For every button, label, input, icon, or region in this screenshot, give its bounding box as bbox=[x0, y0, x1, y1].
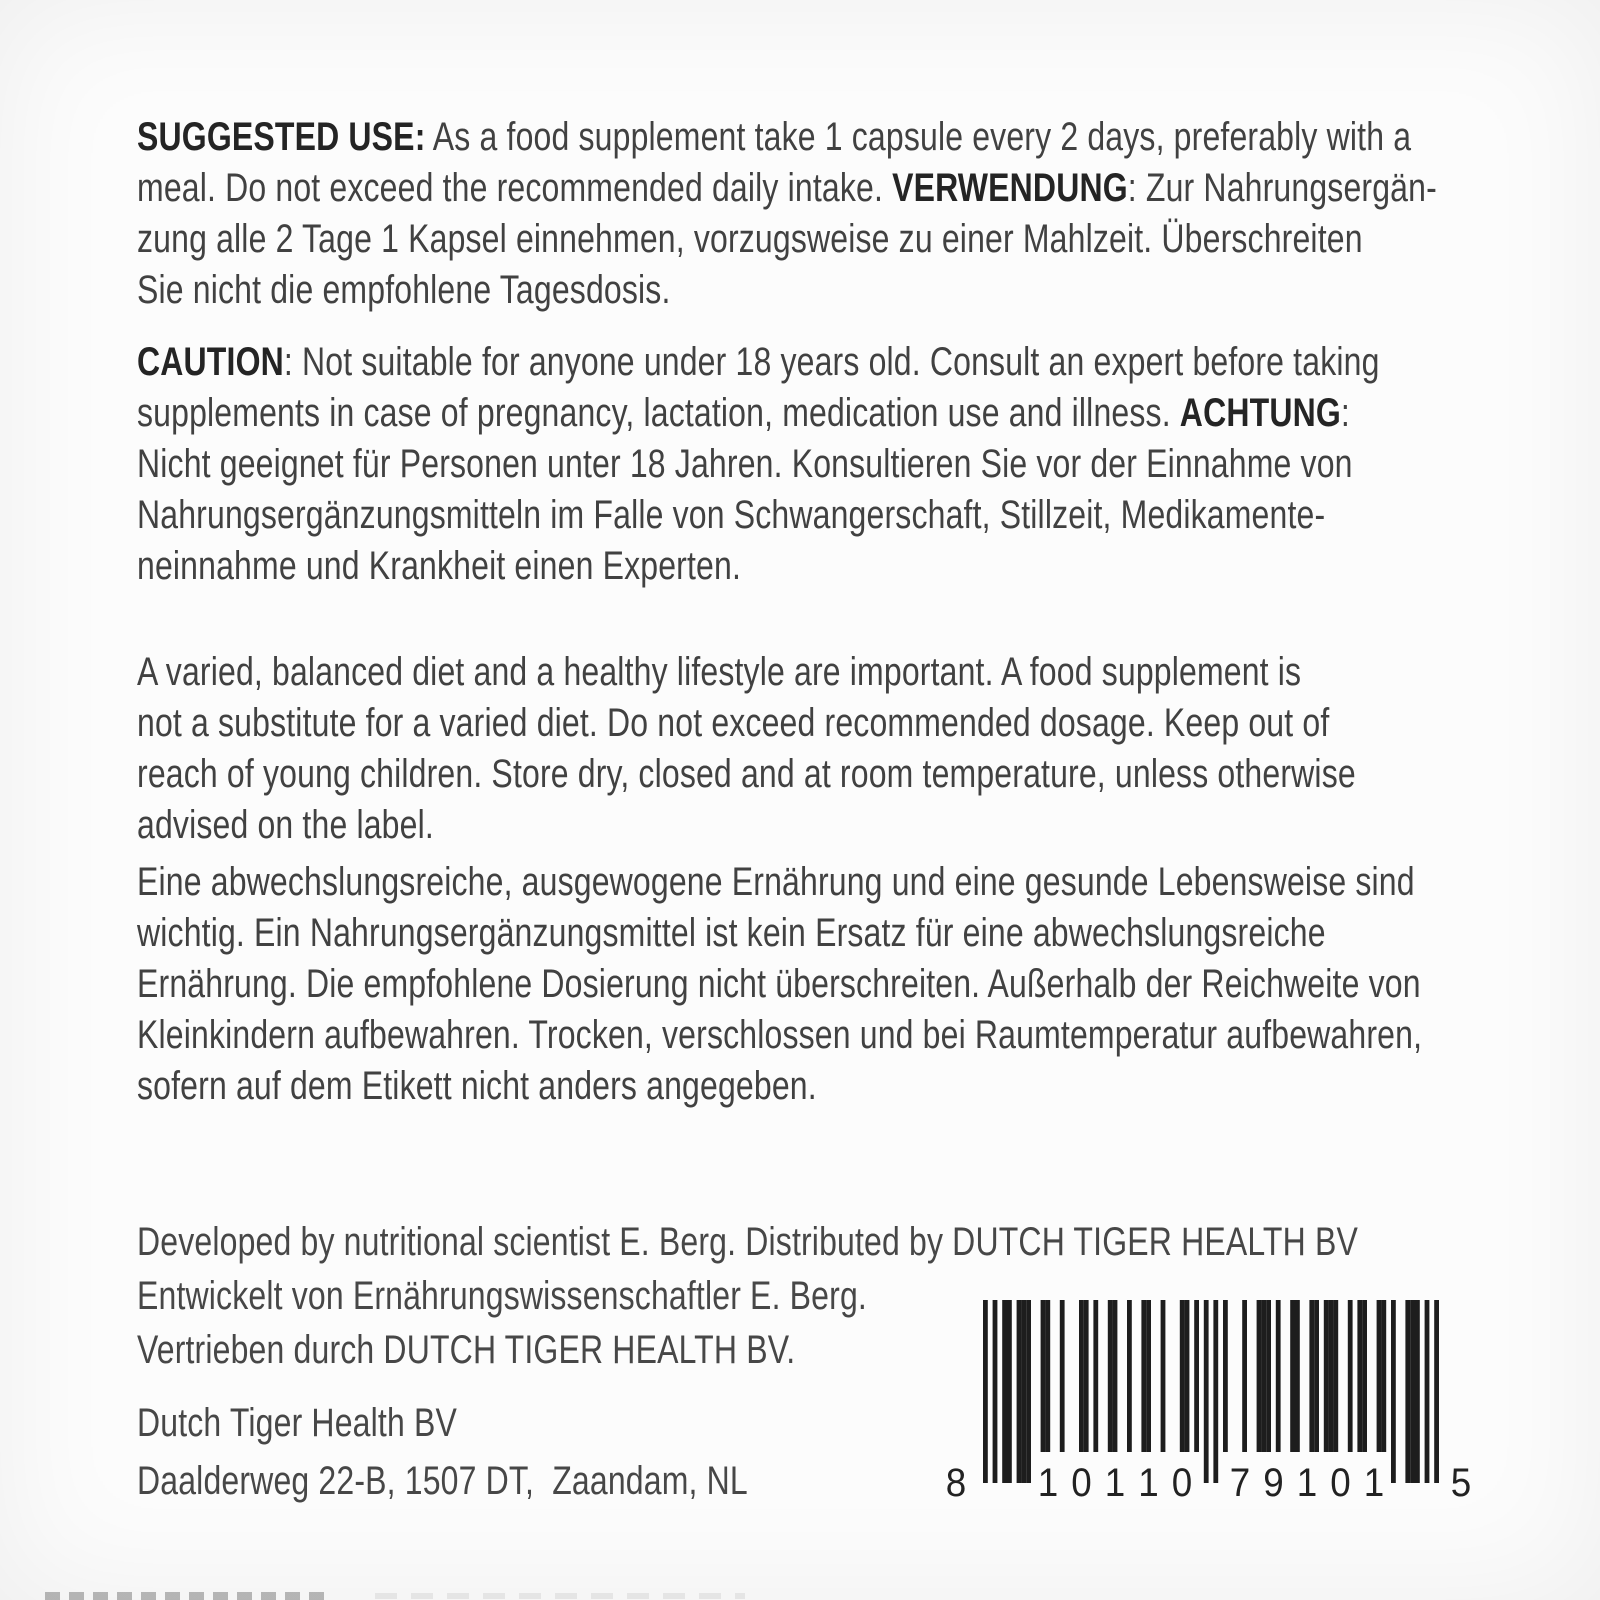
text-segment: neinnahme und Krankheit einen Experten. bbox=[137, 544, 741, 588]
barcode-bar bbox=[1266, 1300, 1271, 1452]
barcode-bar bbox=[1415, 1300, 1420, 1483]
barcode-bar bbox=[1084, 1300, 1089, 1452]
paragraph-suggested-use bbox=[137, 112, 1600, 316]
barcode-bar bbox=[1002, 1300, 1007, 1483]
paragraph-advice-en bbox=[137, 647, 1600, 851]
barcode-bar bbox=[1213, 1300, 1218, 1483]
text-segment: Dutch Tiger Health BV bbox=[137, 1401, 457, 1445]
barcode-digit: 1 bbox=[1138, 1461, 1159, 1505]
text-line bbox=[137, 112, 1412, 163]
barcode-bar bbox=[1079, 1300, 1084, 1452]
text-line bbox=[137, 388, 1350, 439]
text-segment: Ernährung. Die empfohlene Dosierung nicht überschreiten. Außerhalb der Reichweite von bbox=[137, 962, 1421, 1006]
text-segment: sofern auf dem Etikett nicht anders angegeben. bbox=[137, 1064, 817, 1108]
barcode-bar bbox=[1290, 1300, 1295, 1452]
text-segment: Kleinkindern aufbewahren. Trocken, verschlossen und bei Raumtemperatur aufbewahren, bbox=[137, 1013, 1423, 1057]
barcode-bar bbox=[1007, 1300, 1012, 1483]
barcode-bar bbox=[1357, 1300, 1362, 1452]
barcode-bar bbox=[1324, 1300, 1329, 1452]
text-segment: SUGGESTED USE: bbox=[137, 115, 426, 159]
barcode-bar bbox=[983, 1300, 988, 1483]
text-line bbox=[137, 959, 1421, 1010]
barcode-bar bbox=[1329, 1300, 1334, 1452]
text-segment: zung alle 2 Tage 1 Kapsel einnehmen, vorzugsweise zu einer Mahlzeit. Überschreiten bbox=[137, 217, 1363, 261]
barcode-bar bbox=[1295, 1300, 1300, 1452]
barcode-bar bbox=[1127, 1300, 1132, 1452]
text-segment: Nahrungsergänzungsmitteln im Falle von Schwangerschaft, Stillzeit, Medikamente- bbox=[137, 493, 1326, 537]
text-line bbox=[137, 1061, 1307, 1112]
text-line bbox=[137, 1010, 1423, 1061]
barcode-digit: 0 bbox=[1071, 1461, 1092, 1505]
barcode-digit-group-left bbox=[1037, 1461, 1193, 1505]
barcode-bar bbox=[993, 1300, 998, 1483]
text-line bbox=[137, 214, 1363, 265]
barcode-bar bbox=[1391, 1300, 1396, 1483]
barcode-bar bbox=[1261, 1300, 1266, 1452]
text-segment: Nicht geeignet für Personen unter 18 Jahren. Konsultieren Sie vor der Einnahme von bbox=[137, 442, 1353, 486]
barcode-bar bbox=[1194, 1300, 1199, 1452]
text-segment: Entwickelt von Ernährungswissenschaftler E. Berg. bbox=[137, 1274, 867, 1318]
text-segment: wichtig. Ein Nahrungsergänzungsmittel ist kein Ersatz für eine abwechslungsreiche bbox=[137, 911, 1326, 955]
barcode-digit-group-right bbox=[1229, 1461, 1385, 1505]
text-segment: : bbox=[1340, 391, 1350, 435]
barcode-digit-check: 5 bbox=[1450, 1461, 1472, 1505]
barcode-digit: 0 bbox=[1330, 1461, 1351, 1505]
barcode-digit: 1 bbox=[1363, 1461, 1385, 1505]
text-segment: advised on the label. bbox=[137, 803, 434, 847]
barcode-bar bbox=[1223, 1300, 1228, 1452]
text-line bbox=[137, 337, 1380, 388]
barcode-bar bbox=[1410, 1300, 1415, 1483]
barcode-digit: 1 bbox=[1296, 1461, 1318, 1505]
barcode-bar bbox=[1161, 1300, 1166, 1452]
barcode-bar bbox=[1141, 1300, 1146, 1452]
barcode-bar bbox=[1146, 1300, 1151, 1452]
barcode-bar bbox=[1276, 1300, 1281, 1452]
text-line bbox=[137, 857, 1415, 908]
barcode-bar bbox=[1093, 1300, 1098, 1452]
cut-off-print-sliver bbox=[45, 1592, 745, 1600]
text-line bbox=[137, 490, 1326, 541]
barcode-bars bbox=[983, 1300, 1439, 1483]
barcode-bar bbox=[1377, 1300, 1382, 1452]
barcode-bar bbox=[1060, 1300, 1065, 1452]
text-line bbox=[137, 1215, 1358, 1269]
barcode-bar bbox=[1425, 1300, 1430, 1483]
text-segment: not a substitute for a varied diet. Do not exceed recommended dosage. Keep out of bbox=[137, 701, 1330, 745]
barcode-bar bbox=[1405, 1300, 1410, 1483]
text-segment: Eine abwechslungsreiche, ausgewogene Ernährung und eine gesunde Lebensweise sind bbox=[137, 860, 1415, 904]
text-segment: VERWENDUNG bbox=[892, 166, 1128, 210]
text-segment: meal. Do not exceed the recommended daily intake. bbox=[137, 166, 893, 210]
cut-off-print-sliver-faint bbox=[375, 1593, 745, 1599]
barcode-bar bbox=[1257, 1300, 1262, 1452]
text-line bbox=[137, 698, 1330, 749]
barcode-bar bbox=[1041, 1300, 1046, 1452]
text-segment: Vertrieben durch DUTCH TIGER HEALTH BV. bbox=[137, 1328, 796, 1372]
barcode-bar bbox=[1362, 1300, 1367, 1452]
text-segment: A varied, balanced diet and a healthy lifestyle are important. A food supplement is bbox=[137, 650, 1302, 694]
barcode bbox=[938, 1300, 1483, 1505]
text-segment: ACHTUNG bbox=[1179, 391, 1341, 435]
text-line bbox=[137, 749, 1356, 800]
barcode-digit: 1 bbox=[1037, 1461, 1059, 1505]
barcode-digit: 7 bbox=[1229, 1461, 1251, 1505]
barcode-digit: 0 bbox=[1171, 1461, 1193, 1505]
text-segment: Sie nicht die empfohlene Tagesdosis. bbox=[137, 268, 671, 312]
barcode-digit: 9 bbox=[1263, 1461, 1284, 1505]
text-segment: supplements in case of pregnancy, lactation, medication use and illness. bbox=[137, 391, 1180, 435]
barcode-bar bbox=[1180, 1300, 1185, 1452]
barcode-bar bbox=[1026, 1300, 1031, 1483]
barcode-bar bbox=[1333, 1300, 1338, 1452]
barcode-bar bbox=[1021, 1300, 1026, 1483]
text-segment: : Not suitable for anyone under 18 years old. Consult an expert before taking bbox=[283, 340, 1380, 384]
text-line bbox=[137, 647, 1307, 698]
barcode-bar bbox=[1434, 1300, 1439, 1483]
barcode-bar bbox=[1113, 1300, 1118, 1452]
barcode-bar bbox=[1242, 1300, 1247, 1452]
barcode-bar bbox=[1381, 1300, 1386, 1452]
barcode-bar bbox=[1108, 1300, 1113, 1452]
text-segment: Daalderweg 22-B, 1507 DT, Zaandam, NL bbox=[137, 1459, 748, 1503]
text-segment: Developed by nutritional scientist E. Berg. Distributed by DUTCH TIGER HEALTH BV bbox=[137, 1220, 1358, 1264]
paragraph-advice-de bbox=[137, 857, 1600, 1112]
text-line bbox=[137, 163, 1437, 214]
text-line bbox=[137, 800, 1307, 851]
text-segment: reach of young children. Store dry, closed and at room temperature, unless otherwise bbox=[137, 752, 1356, 796]
barcode-bar bbox=[1314, 1300, 1319, 1452]
barcode-bar bbox=[1185, 1300, 1190, 1452]
text-segment: As a food supplement take 1 capsule every 2 days, preferably with a bbox=[425, 115, 1412, 159]
paragraph-caution bbox=[137, 337, 1600, 592]
barcode-bar bbox=[1204, 1300, 1209, 1483]
text-line bbox=[137, 541, 1307, 592]
text-line bbox=[137, 439, 1353, 490]
text-line bbox=[137, 265, 1307, 316]
text-segment: CAUTION bbox=[137, 340, 284, 384]
barcode-digit-number-system: 8 bbox=[945, 1461, 967, 1505]
cut-off-print-sliver-strong bbox=[45, 1592, 330, 1600]
barcode-bar bbox=[1348, 1300, 1353, 1452]
barcode-bar bbox=[1309, 1300, 1314, 1452]
text-segment: : Zur Nahrungsergän- bbox=[1127, 166, 1437, 210]
barcode-digit: 1 bbox=[1104, 1461, 1126, 1505]
barcode-bar bbox=[1017, 1300, 1022, 1483]
barcode-bar bbox=[1045, 1300, 1050, 1452]
text-line bbox=[137, 908, 1326, 959]
